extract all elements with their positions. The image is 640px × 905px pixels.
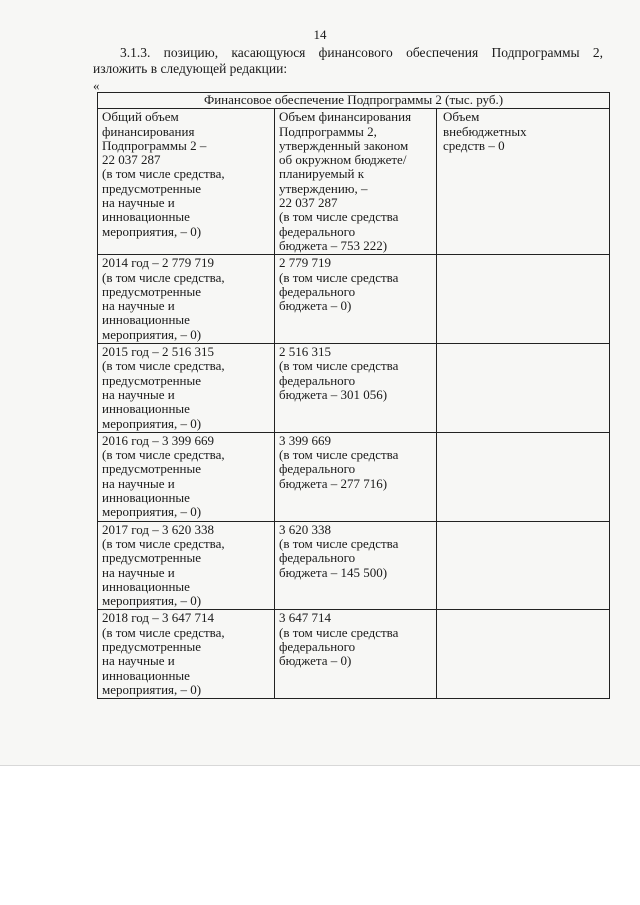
cell-text-line: предусмотренные (102, 550, 202, 566)
cell-text-line: бюджета – 0) (279, 653, 352, 669)
header-extra-cell (437, 109, 610, 255)
row-total-cell (98, 255, 275, 344)
row-total-cell (98, 344, 275, 433)
cell-text-line: бюджета – 0) (279, 298, 352, 314)
table-row (98, 255, 610, 344)
cell-text-line: на научные и (102, 386, 175, 402)
cell-text-line: инновационные (102, 578, 190, 594)
cell-text-line: 3 647 714 (279, 610, 331, 626)
cell-text-line: мероприятия, – 0) (102, 681, 202, 697)
cell-text-line: (в том числе средства (279, 535, 399, 551)
cell-text-line: Подпрограммы 2 – (102, 137, 207, 153)
cell-text-line: на научные и (102, 298, 175, 314)
cell-text-line: внебюджетных (443, 123, 527, 139)
cell-text-line: (в том числе средства (279, 447, 399, 463)
cell-text-line: 3 399 669 (279, 432, 331, 448)
cell-text-line: инновационные (102, 209, 190, 225)
cell-text-line: (в том числе средства, (102, 166, 225, 182)
cell-text-line: мероприятия, – 0) (102, 415, 202, 431)
cell-text-line: мероприятия, – 0) (102, 504, 202, 520)
cell-text-line: федерального (279, 638, 356, 654)
cell-text-line: Подпрограммы 2, (279, 123, 377, 139)
cell-text-line: федерального (279, 461, 356, 477)
table-row (98, 610, 610, 699)
row-district-cell (275, 344, 437, 433)
table-header-row (98, 109, 610, 255)
row-district-cell (275, 610, 437, 699)
row-district-cell (275, 432, 437, 521)
cell-text-line: 2016 год – 3 399 669 (102, 432, 214, 448)
cell-text-line: (в том числе средства, (102, 624, 225, 640)
cell-text-line: инновационные (102, 667, 190, 683)
row-extra-cell (437, 255, 610, 344)
row-extra-cell (437, 432, 610, 521)
open-quote: « (93, 78, 100, 93)
table-row (98, 344, 610, 433)
table-caption: Финансовое обеспечение Подпрограммы 2 (тыс. руб.) (98, 93, 610, 109)
cell-text-line: (в том числе средства, (102, 535, 225, 551)
cell-text-line: на научные и (102, 475, 175, 491)
cell-text-line: 2017 год – 3 620 338 (102, 521, 214, 537)
row-extra-cell (437, 344, 610, 433)
cell-text-line: (в том числе средства, (102, 447, 225, 463)
cell-text-line: утвержденный законом (279, 137, 409, 153)
cell-text-line: (в том числе средства (279, 624, 399, 640)
financing-table (97, 92, 610, 699)
cell-text-line: бюджета – 277 716) (279, 475, 388, 491)
cell-text-line: 2015 год – 2 516 315 (102, 344, 214, 360)
cell-text-line: (в том числе средства (279, 269, 399, 285)
cell-text-line: Общий объем (102, 109, 179, 125)
intro-line-2: изложить в следующей редакции: (93, 61, 288, 76)
cell-text-line: предусмотренные (102, 461, 202, 477)
cell-text-line: предусмотренные (102, 283, 202, 299)
cell-text-line: финансирования (102, 123, 195, 139)
intro-paragraph (93, 45, 603, 77)
row-extra-cell (437, 610, 610, 699)
cell-text-line: бюджета – 753 222) (279, 237, 388, 253)
cell-text-line: на научные и (102, 653, 175, 669)
cell-text-line: Объем финансирования (279, 109, 412, 125)
cell-text-line: инновационные (102, 490, 190, 506)
cell-text-line: федерального (279, 283, 356, 299)
cell-text-line: предусмотренные (102, 372, 202, 388)
cell-text-line: 2018 год – 3 647 714 (102, 610, 214, 626)
cell-text-line: 2014 год – 2 779 719 (102, 255, 214, 271)
header-total-cell (98, 109, 275, 255)
cell-text-line: федерального (279, 372, 356, 388)
cell-text-line: федерального (279, 223, 356, 239)
cell-text-line: инновационные (102, 312, 190, 328)
cell-text-line: 22 037 287 (102, 152, 161, 168)
cell-text-line: (в том числе средства (279, 209, 399, 225)
header-district-cell (275, 109, 437, 255)
cell-text-line: предусмотренные (102, 180, 202, 196)
cell-text-line: об окружном бюджете/ (279, 152, 407, 168)
cell-text-line: 2 516 315 (279, 344, 331, 360)
row-total-cell (98, 610, 275, 699)
cell-text-line: (в том числе средства, (102, 358, 225, 374)
intro-line-1: 3.1.3. позицию, касающуюся финансового обеспечения Подпрограммы 2, (120, 45, 603, 60)
row-total-cell (98, 521, 275, 610)
cell-text-line: (в том числе средства (279, 358, 399, 374)
cell-text-line: бюджета – 145 500) (279, 564, 388, 580)
cell-text-line: мероприятия, – 0) (102, 326, 202, 342)
cell-text-line: (в том числе средства, (102, 269, 225, 285)
cell-text-line: федерального (279, 550, 356, 566)
row-district-cell (275, 521, 437, 610)
cell-text-line: 2 779 719 (279, 255, 331, 271)
cell-text-line: 22 037 287 (279, 195, 338, 211)
cell-text-line: Объем (443, 109, 480, 125)
cell-text-line: средств – 0 (443, 137, 505, 153)
cell-text-line: мероприятия, – 0) (102, 593, 202, 609)
row-district-cell (275, 255, 437, 344)
page-number: 14 (313, 27, 327, 42)
cell-text-line: планируемый к (279, 166, 365, 182)
cell-text-line: на научные и (102, 564, 175, 580)
cell-text-line: 3 620 338 (279, 521, 331, 537)
cell-text-line: предусмотренные (102, 638, 202, 654)
table-row (98, 521, 610, 610)
row-extra-cell (437, 521, 610, 610)
cell-text-line: на научные и (102, 195, 175, 211)
cell-text-line: утверждению, – (279, 180, 368, 196)
table-row (98, 432, 610, 521)
cell-text-line: инновационные (102, 401, 190, 417)
row-total-cell (98, 432, 275, 521)
cell-text-line: бюджета – 301 056) (279, 386, 388, 402)
cell-text-line: мероприятия, – 0) (102, 223, 202, 239)
